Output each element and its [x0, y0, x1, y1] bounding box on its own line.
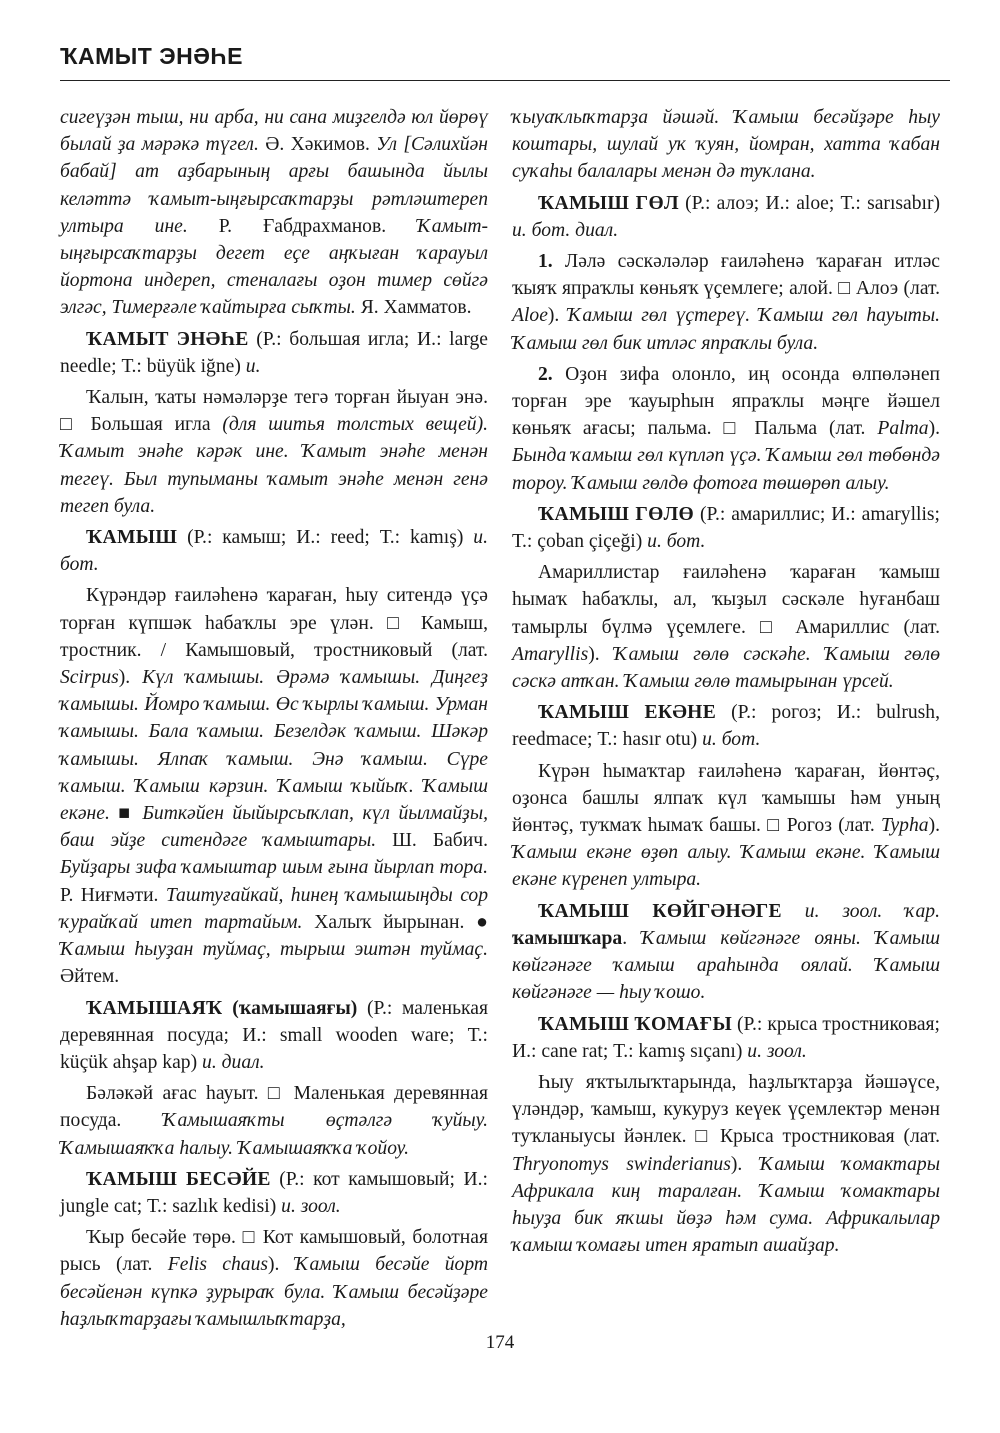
sense-1	[512, 248, 940, 357]
headword: ҠАМЫШ ГӨЛ	[538, 192, 679, 214]
definition	[512, 1069, 940, 1259]
cross-reference: ҡамышҡара	[512, 927, 623, 949]
entry-header	[512, 190, 940, 244]
punct: ).	[268, 1254, 295, 1276]
examples: Ҡамыш көйгәнәге ояны. Ҡамыш көйгәнәге ҡамыш араһында оялай. Ҡамыш көйгәнәге — һыу ҡошо.	[512, 927, 941, 1004]
latin-name: Thryonomys swinderianus	[512, 1153, 731, 1175]
examples: Ҡамышаяҡты өҫтәлгә ҡуйыу. Ҡамышаяҡҡа һалыу. Ҡамышаяҡҡа ҡойоу.	[60, 1110, 489, 1159]
headword-variant: (ҡамышаяғы)	[222, 997, 358, 1019]
definition	[512, 758, 940, 894]
part-of-speech: и. диал.	[202, 1051, 265, 1073]
headword: ҠАМЫШ	[86, 527, 178, 549]
quote-author: Р. Ниғмәти.	[60, 884, 166, 906]
punct: ).	[928, 418, 940, 440]
punct: ).	[730, 1153, 760, 1175]
punct: .	[622, 927, 642, 949]
translations: (Р.: большая игла; И.: large needle; Т.: büyük iğne)	[60, 328, 488, 377]
definition-text: Бәләкәй ағас һауыт. □ Маленькая деревянная посуда.	[60, 1083, 488, 1132]
quote-text: Буйҙары зифа ҡамыштар шым ғына йырлап тора.	[60, 857, 488, 879]
page-header	[60, 42, 950, 81]
latin-name: Scirpus	[60, 667, 119, 689]
square-bullet-icon: ■	[109, 803, 143, 825]
entry-header	[512, 898, 940, 1007]
left-column	[60, 104, 488, 1337]
definition	[60, 1224, 488, 1333]
punct: ).	[547, 305, 568, 327]
examples: Ҡамыш гөл үҫтереү. Ҡамыш гөл һауыты. Ҡамыш гөл бик итләс япраҡлы була.	[512, 305, 940, 354]
right-column	[512, 104, 940, 1263]
continued-paragraph	[60, 104, 488, 322]
quote-author: Ш. Бабич.	[376, 830, 488, 852]
definition	[60, 582, 488, 990]
header-rule	[60, 80, 950, 81]
headword: ҠАМЫШ БЕСӘЙЕ	[86, 1168, 271, 1190]
page-number: 174	[485, 1332, 515, 1353]
examples: Ҡамыш бесәйе йорт бесәйенән күпкә ҙурыраҡ була. Ҡамыш бесәйҙәре һаҙлыҡтарҙағы ҡамышлыҡтарҙа,	[60, 1254, 489, 1330]
examples: Ҡамыш гөлө сәскәһе. Ҡамыш гөлө сәскә атҡан. Ҡамыш гөлө тамырынан үрсей.	[512, 643, 940, 693]
quote-author: Ә. Хәкимов.	[258, 134, 377, 156]
entry-header	[512, 699, 940, 753]
part-of-speech: и. бот. диал.	[512, 219, 619, 241]
translations: (Р.: амариллис; И.: amaryllis; Т.: çoban çiçeği)	[512, 503, 940, 553]
punct: ).	[928, 815, 940, 837]
definition-text: Һыу яҡтылыҡтарында, һаҙлыҡтарҙа йәшәүсе, үләндәр, ҡамыш, кукуруз кеүек үҫемлектәр менән туҡланыусы йәнлек. □ Крыса тростниковая (лат.	[512, 1071, 940, 1148]
continued-paragraph	[512, 104, 940, 186]
part-of-speech: и. бот.	[702, 729, 761, 751]
latin-name: Typha	[881, 815, 929, 837]
punct: ).	[588, 643, 614, 665]
translations: (Р.: камыш; И.: reed; Т.: kamış)	[177, 527, 474, 549]
round-bullet-icon: ●	[476, 911, 488, 933]
quote-author: Я. Хамматов.	[355, 297, 472, 319]
entry-header	[60, 995, 488, 1077]
examples: Күл ҡамышы. Әрәмә ҡамышы. Диңгеҙ ҡамышы. Йомро ҡамыш. Өс ҡырлы ҡамыш. Урман ҡамышы. Бала ҡамыш. Безелдәк ҡамыш. Шәкәр ҡамышы. Ялпаҡ ҡамыш. Энә ҡамыш. Сүре ҡамыш. Ҡамыш кәрзин. Ҡамыш ҡыйыҡ. Ҡамыш екәне.	[60, 667, 488, 825]
examples: Бында ҡамыш гөл күпләп үҫә. Ҡамыш гөл төбөндә тороу. Ҡамыш гөлдө фотоға төшөрөп алыу.	[512, 445, 940, 494]
latin-name: Amaryllis	[512, 643, 589, 665]
proverb: Ҡамыш һыуҙан туймаҫ, тырыш эштән туймаҫ.	[60, 939, 488, 961]
definition-text: Ҡыр бесәйе төрө. □ Кот камышовый, болотная рысь (лат.	[60, 1227, 488, 1276]
entry-header	[512, 1011, 940, 1065]
translations: (Р.: рогоз; И.: bulrush, reedmace; Т.: hasır otu)	[512, 702, 940, 751]
sense-2	[512, 361, 940, 497]
translations: (Р.: крыса тростниковая; И.: cane rat; Т.: kamış sıçanı)	[512, 1013, 940, 1062]
definition-text: Оҙон зифа олонло, иң осонда өлпөләнеп торған эре ҡауырһын япраҡлы мәңге йәшел көньяҡ ағасы; пальма. □ Пальма (лат.	[512, 363, 940, 440]
headword: ҠАМЫШ ГӨЛӨ	[538, 503, 695, 525]
headword: ҠАМЫШ КӨЙГӘНӘГЕ	[538, 900, 782, 922]
examples: Ҡамыш ҡомактары Африкала киң таралған. Ҡамыш ҡомактары һыуҙа бик яҡшы йөҙә һәм сума. Африкалылар ҡамыш ҡомағы итен яратып ашайҙар.	[512, 1153, 941, 1257]
quote-author: Р. Ғабдрахманов.	[187, 215, 418, 237]
definition-text: Күрәндәр ғаиләһенә ҡараған, һыу ситендә үҫә торған күпшәк һабаҡлы эре үлән. □ Камыш, тростник. / Камышовый, тростниковый (лат.	[60, 585, 488, 661]
quote-text: Ул [Сәлихйән бабай] ат аҙбарының арғы башында йылы келәттә ҡамыт-ыңғырсаҡтарҙы рәтләштереп ултыра ине.	[60, 134, 488, 237]
sense-number: 2.	[538, 363, 566, 385]
headword: ҠАМЫШАЯҠ	[86, 997, 223, 1019]
part-of-speech: и. бот.	[647, 531, 706, 553]
translations: (Р.: маленькая деревянная посуда; И.: small wooden ware; Т.: küçük ahşap kap)	[60, 997, 488, 1073]
part-of-speech: и. зоол.	[281, 1195, 341, 1217]
sense-number: 1.	[538, 251, 565, 273]
punct: ).	[118, 667, 143, 689]
entry-header	[60, 1166, 488, 1220]
definition-text: Ҡалын, ҡаты нәмәләрҙе тегә торған йыуан энә. □ Большая игла	[60, 387, 488, 436]
latin-name: Felis chaus	[167, 1254, 269, 1276]
headword: ҠАМЫШ ЕКӘНЕ	[538, 702, 717, 724]
part-of-speech: и.	[245, 355, 261, 377]
entry-header	[512, 501, 940, 555]
latin-name: Aloe	[512, 305, 548, 327]
headword: ҠАМЫШ ҠОМАҒЫ	[538, 1013, 733, 1035]
definition	[60, 1080, 488, 1162]
examples: ҡыуаҡлыҡтарҙа йәшәй. Ҡамыш бесәйҙәре һыу коштары, шулай уҡ ҡуян, йомран, хатта ҡабан суҡаһы балалары менән дә туҡлана.	[512, 107, 940, 183]
quote-text: Таштуғайкай, һинең ҡамышыңды сор ҡурайҡай итеп тартайым.	[60, 884, 488, 933]
quote-text: сигеүҙән тыш, ни арба, ни сана миҙгелдә юл йөрөү былай ҙа мәрәкә түгел.	[60, 107, 488, 156]
headword: ҠАМЫТ ЭНӘҺЕ	[86, 328, 249, 350]
quote-text: Ҡамыт-ыңғырсаҡтарҙы дегет еҫе аңҡыған ҡарауыл йортона индереп, стеналағы оҙон тимер сөйгә элгәс, Тимерғәле ҡайтырға сыҡты.	[60, 215, 488, 319]
translations: (Р.: кот камышовый; И.: jungle cat; Т.: sazlık kedisi)	[60, 1168, 488, 1217]
running-head: ҠАМЫТ ЭНӘҺЕ	[60, 43, 243, 69]
translations: (Р.: алоэ; И.: aloe; Т.: sarısabır)	[678, 192, 941, 214]
part-of-speech: и. зоол.	[747, 1040, 807, 1062]
definition-text: Амариллистар ғаиләһенә ҡараған ҡамыш һымаҡ һабаҡлы, ал, ҡыҙыл сәскәле һуғанбаш тамырлы бүлмә үҫемлеге. □ Амариллис (лат.	[512, 562, 940, 638]
part-of-speech: и. зоол. ҡар.	[781, 900, 940, 922]
quote-text: Биткәйен йыйырсыҡлап, күл йылмайҙы, баш эйҙе ситендәге ҡамыштары.	[60, 803, 488, 852]
latin-name: Palma	[877, 418, 929, 440]
examples: Ҡамыш екәне өҙөп алыу. Ҡамыш екәне. Ҡамыш екәне күренеп ултыра.	[512, 842, 940, 891]
proverb-label: Әйтем.	[60, 966, 120, 988]
part-of-speech: и. бот.	[60, 527, 488, 576]
definition	[60, 384, 488, 520]
definition	[512, 559, 940, 695]
definition-text: Күрән һымаҡтар ғаиләһенә ҡараған, йөнтәҫ, оҙонса башлы ялпаҡ күл ҡамышы һәм уның йөнтәҫ, туҡмаҡ һымаҡ башы. □ Рогоз (лат.	[512, 760, 940, 837]
entry-header	[60, 524, 488, 578]
definition-text: Ләлә сәскәләләр ғаиләһенә ҡараған итләс ҡыяҡ япраҡлы көньяҡ үҫемлеге; алой. □ Алоэ (лат.	[512, 251, 940, 300]
examples: (для шитья толстых вещей). Ҡамыт энәһе кәрәк ине. Ҡамыт энәһе менән тегеү. Был тупыманы ҡамыт энәһе менән генә тегеп була.	[60, 414, 488, 517]
entry-header	[60, 326, 488, 380]
quote-author: Халыҡ йырынан.	[302, 911, 477, 933]
